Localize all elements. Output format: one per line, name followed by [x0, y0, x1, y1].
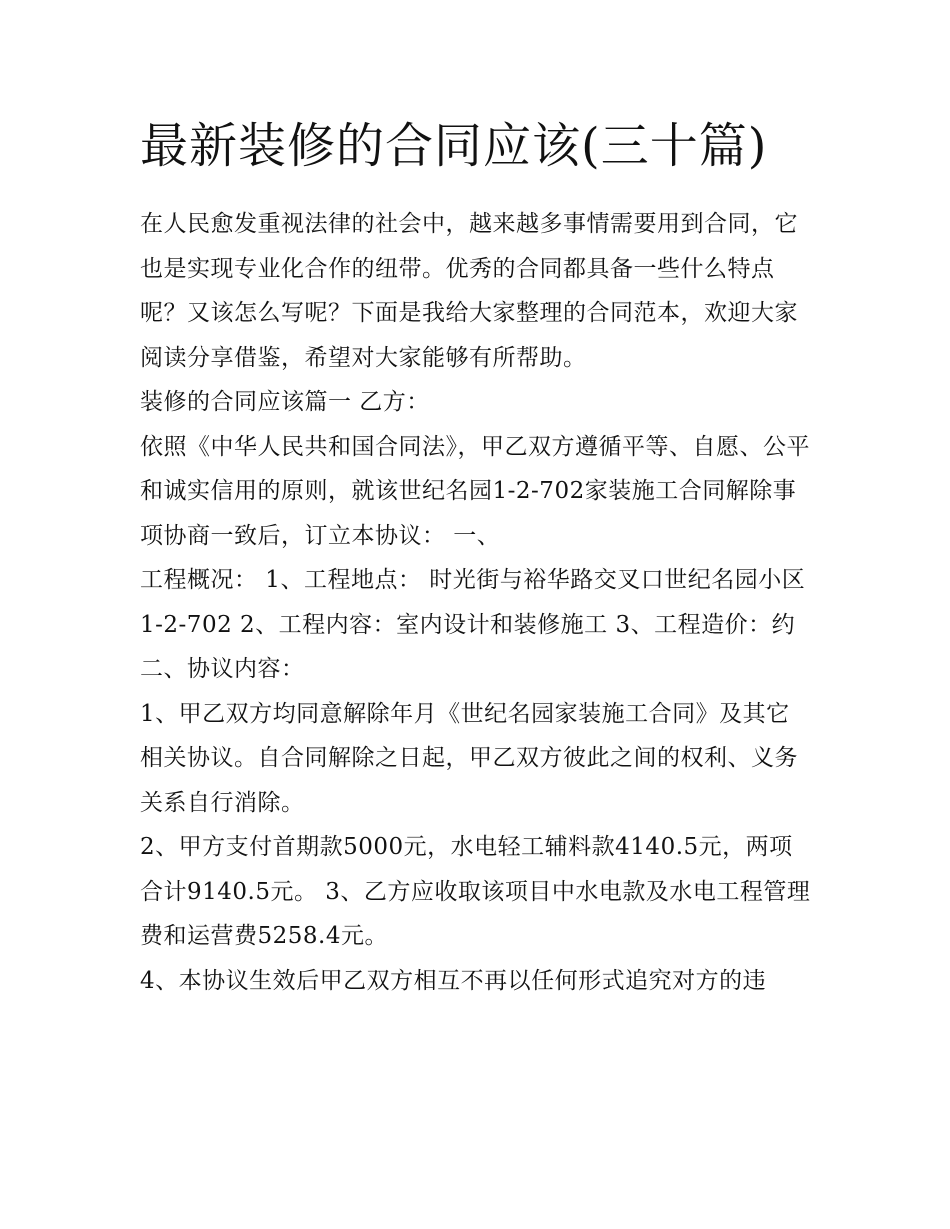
document-title: 最新装修的合同应该(三十篇)	[140, 118, 768, 174]
paragraph-project-overview: 工程概况： 1、工程地点： 时光街与裕华路交叉口世纪名园小区1-2-702 2、工程内容：室内设计和装修施工 3、工程造价：约二、协议内容：	[140, 567, 806, 682]
paragraph-clause-1: 1、甲乙双方均同意解除年月《世纪名园家装施工合同》及其它相关协议。自合同解除之日起，甲乙双方彼此之间的权利、义务关系自行消除。	[140, 700, 798, 816]
paragraph-clause-2-3: 2、甲方支付首期款5000元，水电轻工辅料款4140.5元，两项合计9140.5元。 3、乙方应收取该项目中水电款及水电工程管理费和运营费5258.4元。	[140, 834, 811, 949]
paragraph-intro: 在人民愈发重视法律的社会中，越来越多事情需要用到合同，它也是实现专业化合作的纽带。优秀的合同都具备一些什么特点呢？又该怎么写呢？下面是我给大家整理的合同范本，欢迎大家阅读分享借鉴，希望对大家能够有所帮助。	[140, 211, 798, 371]
paragraph-clause-4: 4、本协议生效后甲乙双方相互不再以任何形式追究对方的违	[140, 967, 767, 994]
paragraph-preamble: 依照《中华人民共和国合同法》，甲乙双方遵循平等、自愿、公平和诚实信用的原则，就该世纪名园1-2-702家装施工合同解除事项协商一致后，订立本协议： 一、	[140, 433, 810, 549]
document-body	[140, 202, 812, 1003]
paragraph-section-heading: 装修的合同应该篇一 乙方：	[140, 389, 430, 415]
